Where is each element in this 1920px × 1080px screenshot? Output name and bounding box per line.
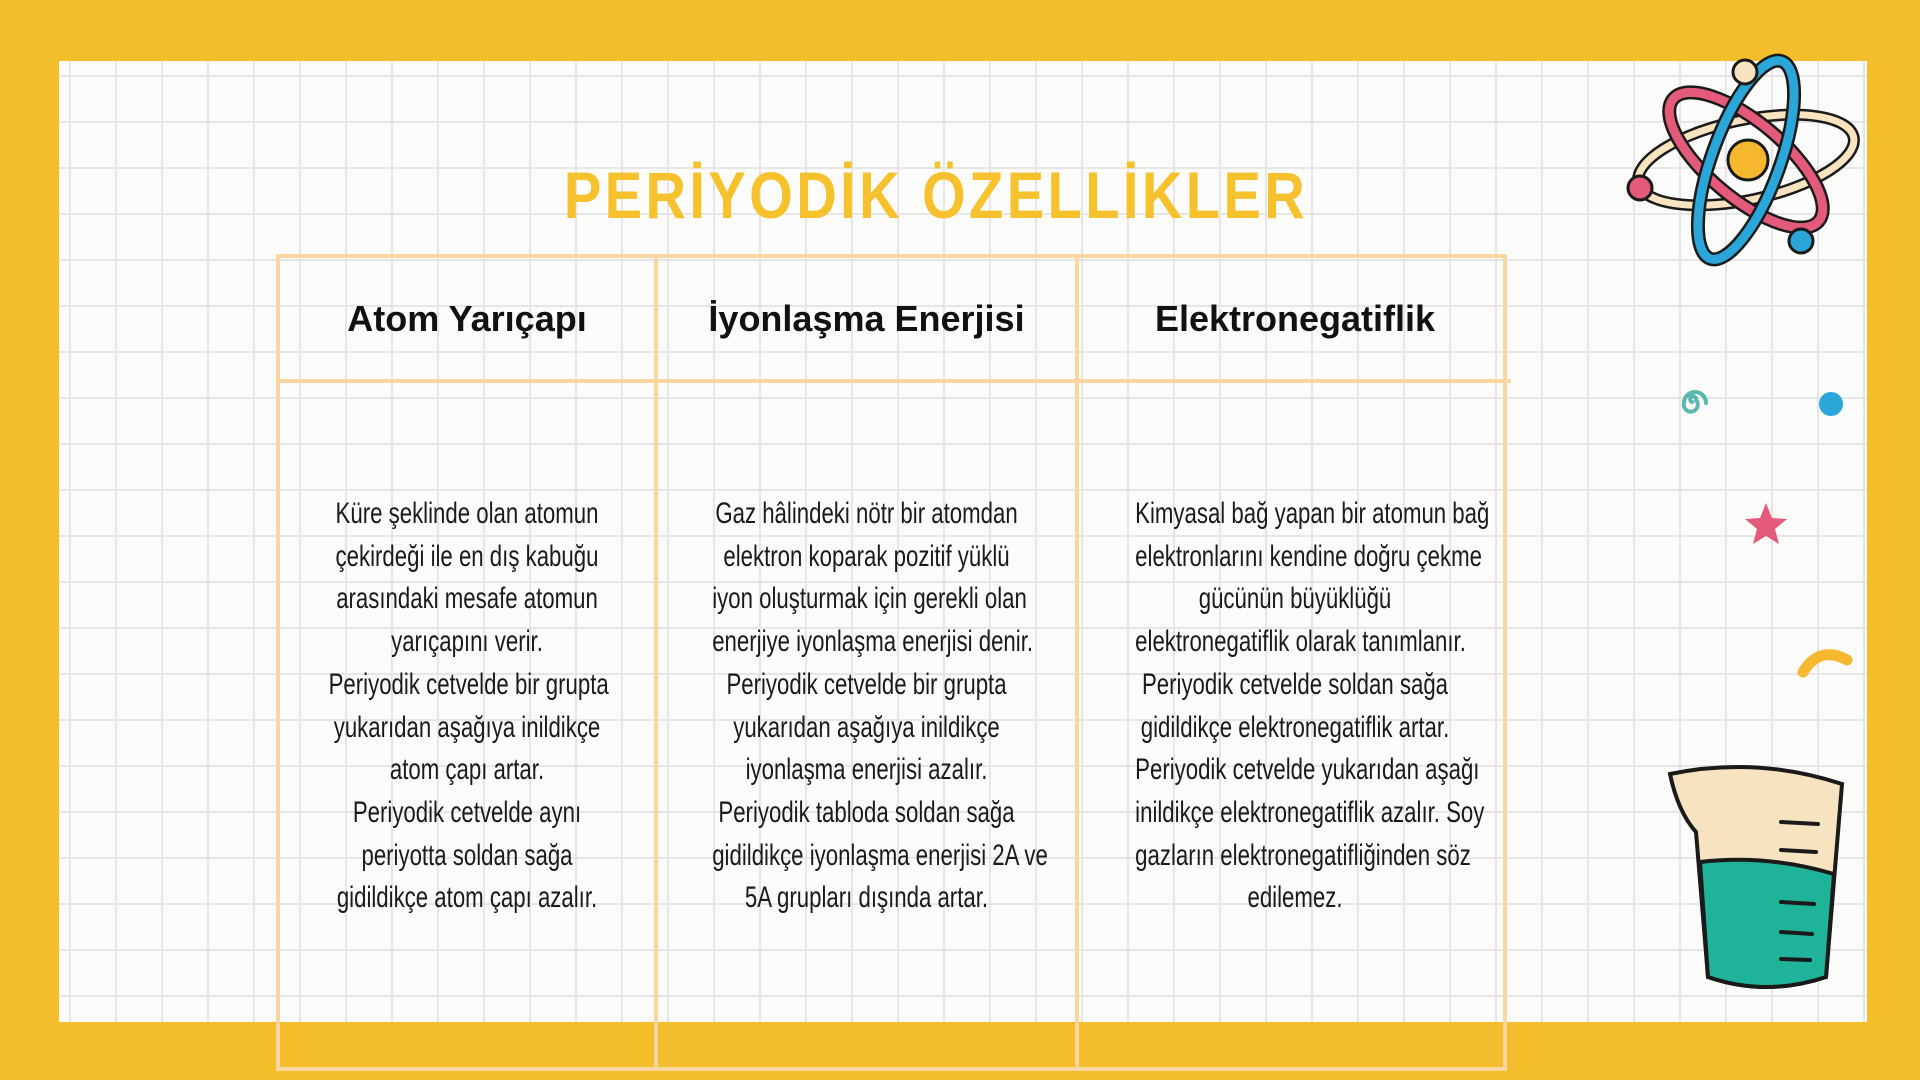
arc-icon [1795,640,1855,680]
description-line: yukarıdan aşağıya inildikçe [333,710,601,744]
dot-icon [1819,392,1843,416]
description-line: yukarıdan aşağıya inildikçe [733,710,1000,744]
description-line: Periyodik tabloda soldan sağa [718,795,1015,829]
description-line: elektronegatiflik olarak tanımlanır. [1135,625,1466,659]
description-line: arasındaki mesafe atomun [336,582,598,616]
description-line: Periyodik cetvelde bir grupta [328,667,609,701]
description-line: periyotta soldan sağa [361,838,573,872]
column-description [658,383,1075,920]
description-line: çekirdeği ile en dış kabuğu [335,539,599,573]
table-column [1079,258,1511,1067]
description-line: Periyodik cetvelde aynı [352,795,582,829]
spiral-icon [1674,384,1710,420]
column-heading: Atom Yarıçapı [280,258,654,383]
slide-title: PERİYODİK ÖZELLİKLER [563,158,1309,232]
column-description [280,383,654,920]
beaker-icon [1666,762,1851,997]
description-line: iyonlaşma enerjisi azalır. [745,753,988,787]
description-line: iyon oluşturmak için gerekli olan [712,582,1027,616]
description-line: enerjiye iyonlaşma enerjisi denir. [712,625,1034,659]
description-line: gazların elektronegatifliğinden söz [1135,838,1471,872]
table-column [658,258,1079,1067]
column-description [1079,383,1511,920]
description-line: Küre şeklinde olan atomun [335,497,599,530]
table-column [280,258,658,1067]
description-line: elektronlarını kendine doğru çekme [1135,539,1482,573]
description-line: gidildikçe iyonlaşma enerjisi 2A ve [712,838,1048,872]
description-line: gidildikçe atom çapı azalır. [336,881,598,915]
description-line: 5A grupları dışında artar. [744,881,989,915]
description-line: Periyodik cetvelde soldan sağa [1141,667,1449,701]
description-line: Periyodik cetvelde bir grupta [726,667,1007,701]
properties-table [276,254,1507,1071]
description-line: atom çapı artar. [389,753,545,787]
description-line: yarıçapını verir. [391,625,543,659]
description-line: edilemez. [1247,881,1343,915]
column-heading: Elektronegatiflik [1079,258,1511,383]
description-line: elektron koparak pozitif yüklü [723,539,1010,573]
description-line: Kimyasal bağ yapan bir atomun bağ [1135,497,1490,530]
star-icon [1742,500,1790,548]
atom-icon [1618,38,1868,288]
description-line: inildikçe elektronegatiflik azalır. Soy [1135,795,1485,829]
description-line: Gaz hâlindeki nötr bir atomdan [715,497,1018,530]
description-line: gücünün büyüklüğü [1198,582,1392,616]
column-heading: İyonlaşma Enerjisi [658,258,1075,383]
description-line: gidildikçe elektronegatiflik artar. [1140,710,1450,744]
slide-panel [59,61,1867,1022]
description-line: Periyodik cetvelde yukarıdan aşağı [1135,753,1480,787]
